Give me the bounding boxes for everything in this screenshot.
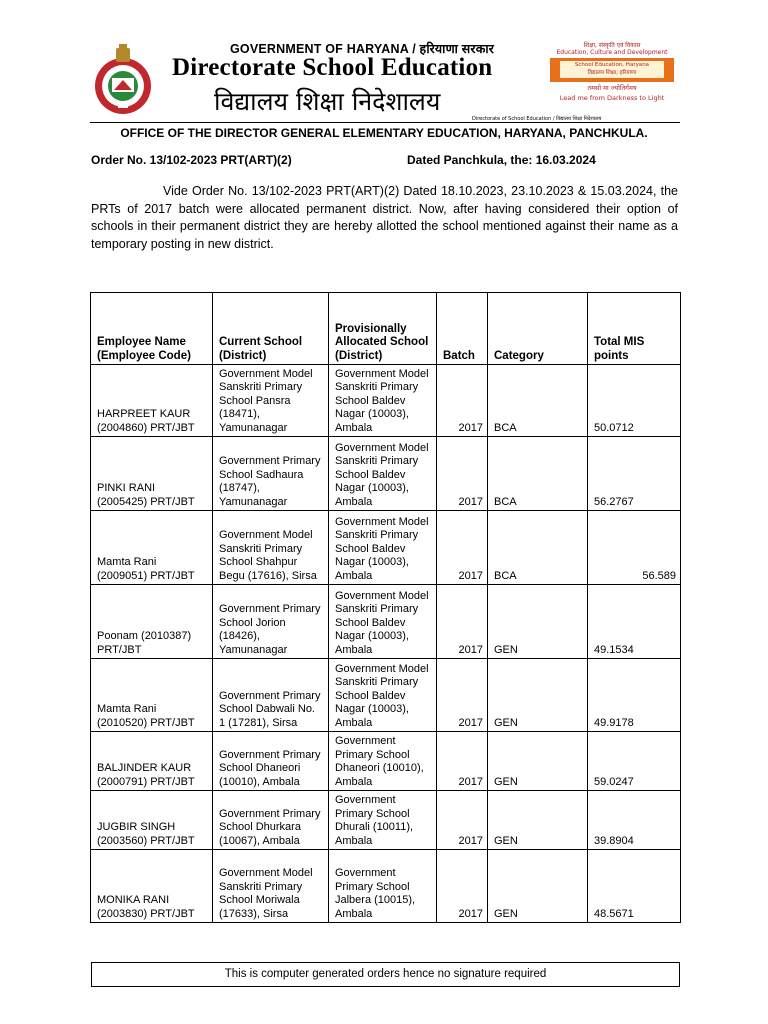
cell-category: GEN	[488, 659, 588, 732]
cell-batch: 2017	[437, 850, 488, 923]
cell-current-school: Government Primary School Dhurkara (10067), Ambala	[213, 791, 329, 850]
directorate-title: Directorate School Education	[172, 54, 493, 81]
office-heading: OFFICE OF THE DIRECTOR GENERAL ELEMENTARY EDUCATION, HARYANA, PANCHKULA.	[120, 126, 648, 140]
header-employee: Employee Name (Employee Code)	[91, 293, 213, 365]
header-batch: Batch	[437, 293, 488, 365]
cell-category: GEN	[488, 732, 588, 791]
cell-points: 50.0712	[588, 365, 681, 437]
divider-caption: Directorate of School Education / विद्यालय शिक्षा निदेशालय	[472, 116, 602, 122]
cell-allocated-school: Government Primary School Dhaneori (10010), Ambala	[329, 732, 437, 791]
cell-category: BCA	[488, 365, 588, 437]
cell-batch: 2017	[437, 511, 488, 585]
cell-allocated-school: Government Model Sanskriti Primary School Baldev Nagar (10003), Ambala	[329, 585, 437, 659]
logo-band-line-2: विद्यालय शिक्षा, हरियाणा	[587, 70, 637, 76]
cell-allocated-school: Government Model Sanskriti Primary School Baldev Nagar (10003), Ambala	[329, 511, 437, 585]
cell-current-school: Government Model Sanskriti Primary School Pansra (18471), Yamunanagar	[213, 365, 329, 437]
cell-batch: 2017	[437, 365, 488, 437]
logo-band-line-1: School Education, Haryana	[574, 62, 650, 68]
cell-category: GEN	[488, 585, 588, 659]
cell-points: 56.2767	[588, 437, 681, 511]
cell-allocated-school: Government Model Sanskriti Primary School Baldev Nagar (10003), Ambala	[329, 437, 437, 511]
cell-allocated-school: Government Model Sanskriti Primary School Baldev Nagar (10003), Ambala	[329, 365, 437, 437]
table-row	[91, 850, 681, 923]
cell-points: 48.5671	[588, 850, 681, 923]
logo-top-line-2: Education, Culture and Development	[556, 49, 668, 56]
school-education-haryana-logo	[548, 42, 676, 106]
cell-employee: BALJINDER KAUR (2000791) PRT/JBT	[91, 732, 213, 791]
cell-points: 49.1534	[588, 585, 681, 659]
cell-employee: Poonam (2010387) PRT/JBT	[91, 585, 213, 659]
cell-points: 56.589	[588, 511, 681, 585]
cell-current-school: Government Model Sanskriti Primary School Moriwala (17633), Sirsa	[213, 850, 329, 923]
cell-employee: JUGBIR SINGH (2003560) PRT/JBT	[91, 791, 213, 850]
cell-batch: 2017	[437, 585, 488, 659]
header-category: Category	[488, 293, 588, 365]
header-points: Total MIS points	[588, 293, 681, 365]
cell-current-school: Government Primary School Dhaneori (10010), Ambala	[213, 732, 329, 791]
cell-category: GEN	[488, 791, 588, 850]
cell-current-school: Government Model Sanskriti Primary School Shahpur Begu (17616), Sirsa	[213, 511, 329, 585]
cell-category: BCA	[488, 437, 588, 511]
cell-current-school: Government Primary School Jorion (18426), Yamunanagar	[213, 585, 329, 659]
table-row	[91, 659, 681, 732]
footer-note: This is computer generated orders hence no signature required	[91, 962, 680, 987]
header-current-school: Current School (District)	[213, 293, 329, 365]
directorate-hindi-title: विद्यालय शिक्षा निदेशालय	[214, 87, 441, 116]
cell-category: BCA	[488, 511, 588, 585]
logo-bottom-line-1: तमसो मा ज्योतिर्गमय	[587, 84, 637, 92]
table-row	[91, 511, 681, 585]
cell-batch: 2017	[437, 791, 488, 850]
table-header-row	[91, 293, 681, 365]
header-allocated-school: Provisionally Allocated School (District)	[329, 293, 437, 365]
cell-points: 39.8904	[588, 791, 681, 850]
cell-points: 59.0247	[588, 732, 681, 791]
order-number: Order No. 13/102-2023 PRT(ART)(2)	[91, 153, 292, 167]
allotment-table	[90, 292, 681, 923]
cell-employee: MONIKA RANI (2003830) PRT/JBT	[91, 850, 213, 923]
table-row	[91, 437, 681, 511]
cell-employee: Mamta Rani (2010520) PRT/JBT	[91, 659, 213, 732]
cell-allocated-school: Government Primary School Jalbera (10015), Ambala	[329, 850, 437, 923]
logo-bottom-line-2: Lead me from Darkness to Light	[559, 94, 665, 102]
haryana-emblem-logo	[92, 44, 154, 118]
table-row	[91, 791, 681, 850]
order-paragraph: Vide Order No. 13/102-2023 PRT(ART)(2) Dated 18.10.2023, 23.10.2023 & 15.03.2024, the PRTs of 2017 batch were allocated permanent district. Now, after having considered their option of schools in their permanent district they are hereby allotted the school mentioned against their name as a temporary posting in new district.	[91, 184, 678, 251]
table-row	[91, 365, 681, 437]
government-line: GOVERNMENT OF HARYANA / हरियाणा सरकार	[230, 42, 495, 56]
cell-employee: PINKI RANI (2005425) PRT/JBT	[91, 437, 213, 511]
header-divider	[90, 122, 680, 123]
table-row	[91, 732, 681, 791]
cell-batch: 2017	[437, 659, 488, 732]
logo-band-inner	[560, 61, 664, 78]
order-date: Dated Panchkula, the: 16.03.2024	[407, 153, 596, 167]
cell-allocated-school: Government Model Sanskriti Primary School Baldev Nagar (10003), Ambala	[329, 659, 437, 732]
cell-category: GEN	[488, 850, 588, 923]
logo-top-line-1: शिक्षा, संस्कृति एवं विकास	[583, 42, 641, 49]
cell-points: 49.9178	[588, 659, 681, 732]
table-row	[91, 585, 681, 659]
logo-band	[550, 58, 674, 82]
cell-batch: 2017	[437, 732, 488, 791]
cell-current-school: Government Primary School Dabwali No. 1 (17281), Sirsa	[213, 659, 329, 732]
cell-batch: 2017	[437, 437, 488, 511]
cell-current-school: Government Primary School Sadhaura (18747), Yamunanagar	[213, 437, 329, 511]
cell-employee: Mamta Rani (2009051) PRT/JBT	[91, 511, 213, 585]
cell-employee: HARPREET KAUR (2004860) PRT/JBT	[91, 365, 213, 437]
cell-allocated-school: Government Primary School Dhurali (10011), Ambala	[329, 791, 437, 850]
